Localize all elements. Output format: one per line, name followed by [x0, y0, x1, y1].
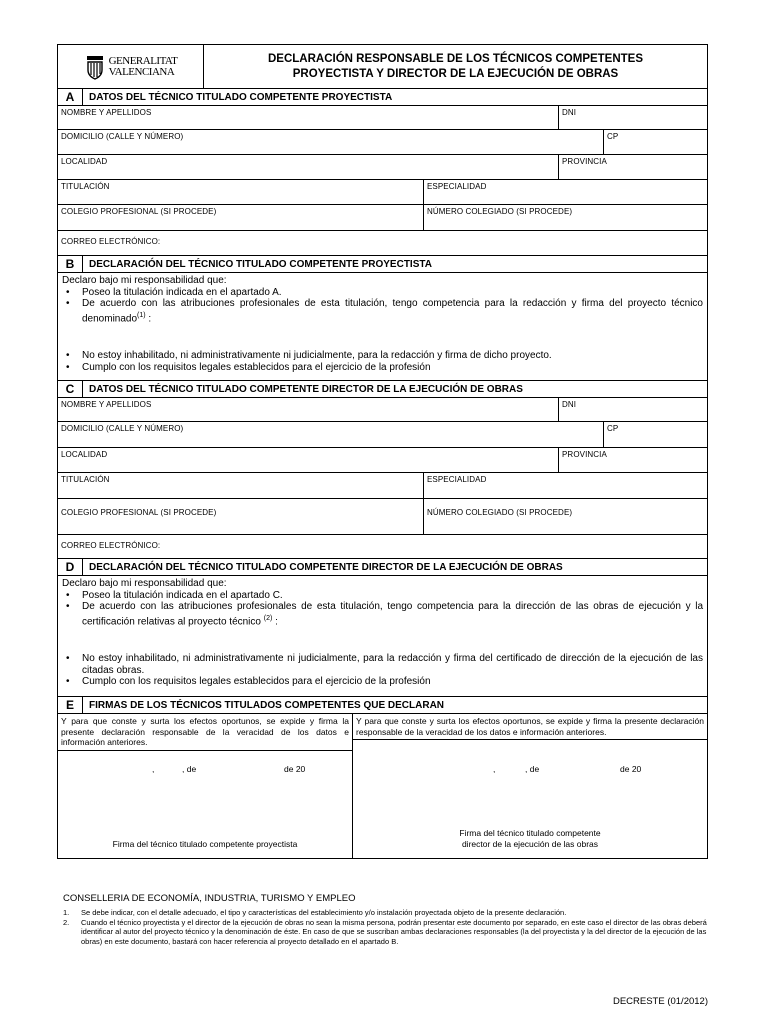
declaration-item-end: : — [272, 615, 278, 627]
date-year: de 20 — [620, 764, 642, 774]
date-comma: , — [152, 764, 155, 774]
declaration-item-end: : — [145, 312, 152, 324]
field-label: ESPECIALIDAD — [427, 475, 487, 484]
colegio-field[interactable] — [58, 499, 423, 534]
field-label: PROVINCIA — [562, 450, 607, 459]
correo-field[interactable] — [58, 535, 707, 558]
localidad-field[interactable] — [58, 155, 558, 179]
declaration-item: • No estoy inhabilitado, ni administrativamente ni judicialmente, para la redacción y firma de dicho proyecto. — [76, 350, 703, 362]
row-correo — [58, 535, 707, 559]
declaration-item-text: De acuerdo con las atribuciones profesionales de esta titulación, tengo competencia para la dirección de las obras de ejecución y la certificación relativas al proyecto técnico — [82, 601, 703, 627]
section-b-header — [58, 256, 707, 273]
title-line-1: DECLARACIÓN RESPONSABLE DE LOS TÉCNICOS COMPETENTES — [267, 52, 644, 65]
date-de: , de — [525, 764, 540, 774]
footnote-number: 2. — [63, 917, 70, 927]
section-title: DECLARACIÓN DEL TÉCNICO TITULADO COMPETENTE DIRECTOR DE LA EJECUCIÓN DE OBRAS — [82, 559, 707, 575]
signature-statement: Y para que conste y surta los efectos oportunos, se expide y firma la presente declaración responsable de la veracidad de los datos e información anteriores. — [58, 714, 352, 751]
cp-field[interactable] — [603, 130, 707, 154]
section-letter: C — [65, 382, 75, 396]
footnote-number: 1. — [63, 908, 70, 917]
declaration-item: • No estoy inhabilitado, ni administrativamente ni judicialmente, para la redacción y firma del certificado de dirección de la ejecución de las citadas obras. — [76, 653, 703, 676]
section-title: DATOS DEL TÉCNICO TITULADO COMPETENTE PROYECTISTA — [82, 89, 707, 105]
footnote-ref: (2) — [263, 614, 273, 622]
field-label: DNI — [562, 108, 577, 117]
form-title — [203, 45, 707, 88]
section-letter: B — [65, 257, 75, 271]
field-label: NOMBRE Y APELLIDOS — [61, 400, 152, 409]
field-label: NÚMERO COLEGIADO (SI PROCEDE) — [427, 508, 573, 517]
field-label: ESPECIALIDAD — [427, 182, 487, 191]
field-label: DNI — [562, 400, 577, 409]
row-titulacion-especialidad — [58, 180, 707, 205]
provincia-field[interactable] — [558, 448, 707, 472]
declaration-list — [62, 350, 703, 373]
section-title: DATOS DEL TÉCNICO TITULADO COMPETENTE DIRECTOR DE LA EJECUCIÓN DE OBRAS — [82, 381, 707, 397]
correo-field[interactable] — [58, 231, 707, 255]
field-label: LOCALIDAD — [61, 157, 108, 166]
row-colegio-numero — [58, 499, 707, 535]
field-label: TITULACIÓN — [61, 182, 110, 191]
especialidad-field[interactable] — [423, 473, 707, 498]
row-nombre-dni — [58, 398, 707, 422]
form-header — [58, 45, 707, 89]
field-label: COLEGIO PROFESIONAL (SI PROCEDE) — [61, 508, 217, 517]
section-title: DECLARACIÓN DEL TÉCNICO TITULADO COMPETENTE PROYECTISTA — [82, 256, 707, 272]
conselleria-name: CONSELLERIA DE ECONOMÍA, INDUSTRIA, TURISMO Y EMPLEO — [63, 893, 356, 904]
field-label: CORREO ELECTRÓNICO: — [61, 541, 161, 550]
section-c-header — [58, 381, 707, 398]
cp-field[interactable] — [603, 422, 707, 447]
declaration-text — [58, 273, 707, 380]
field-label: NOMBRE Y APELLIDOS — [61, 108, 152, 117]
numero-colegiado-field[interactable] — [423, 499, 707, 534]
declaration-form — [57, 44, 708, 859]
nombre-field[interactable] — [58, 398, 558, 421]
date-de: , de — [182, 764, 197, 774]
section-letter: E — [65, 698, 74, 712]
section-d-header — [58, 559, 707, 576]
field-label: TITULACIÓN — [61, 475, 110, 484]
footnote-1 — [63, 908, 708, 918]
field-label: CORREO ELECTRÓNICO: — [61, 237, 161, 246]
row-domicilio-cp — [58, 422, 707, 448]
section-a-header — [58, 89, 707, 106]
field-label: DOMICILIO (CALLE Y NÚMERO) — [61, 424, 184, 433]
row-localidad-provincia — [58, 448, 707, 473]
declaration-list — [62, 590, 703, 628]
signature-caption-line: Firma del técnico titulado competente — [459, 828, 601, 838]
dni-field[interactable] — [558, 106, 707, 129]
field-label: PROVINCIA — [562, 157, 607, 166]
generalitat-logo — [58, 45, 203, 88]
section-d-declaration — [58, 576, 707, 697]
declaration-item: • Cumplo con los requisitos legales establecidos para el ejercicio de la profesión — [76, 362, 703, 374]
declaration-list — [62, 287, 703, 325]
section-b-declaration — [58, 273, 707, 381]
field-label: CP — [607, 132, 619, 141]
signature-caption: Firma del técnico titulado competente proyectista — [112, 839, 298, 849]
localidad-field[interactable] — [58, 448, 558, 472]
logo-line-1: GENERALITAT — [108, 54, 178, 67]
signature-caption-line: director de la ejecución de las obras — [461, 839, 599, 849]
field-label: NÚMERO COLEGIADO (SI PROCEDE) — [427, 207, 573, 216]
signatures-row — [58, 714, 707, 858]
row-colegio-numero — [58, 205, 707, 231]
date-year: de 20 — [284, 764, 306, 774]
section-letter: D — [65, 560, 75, 574]
field-label: DOMICILIO (CALLE Y NÚMERO) — [61, 132, 184, 141]
footnotes — [63, 908, 708, 946]
signature-area-director[interactable] — [357, 778, 703, 828]
signature-caption — [353, 828, 707, 850]
especialidad-field[interactable] — [423, 180, 707, 204]
proyecto-denominado-input[interactable] — [62, 324, 703, 350]
footnote-text: Se debe indicar, con el detalle adecuado, el tipo y características del establecimiento y/o instalación proyectada objeto de la presente declaración. — [81, 908, 567, 917]
domicilio-field[interactable] — [58, 130, 603, 154]
document-code: DECRESTE (01/2012) — [612, 996, 708, 1007]
field-label: COLEGIO PROFESIONAL (SI PROCEDE) — [61, 207, 217, 216]
declaration-item: • Cumplo con los requisitos legales establecidos para el ejercicio de la profesión — [76, 676, 703, 688]
coat-of-arms-icon — [84, 54, 106, 80]
declaration-item: • Poseo la titulación indicada en el apartado C. — [76, 590, 703, 602]
declaration-list — [62, 653, 703, 688]
title-line-2: PROYECTISTA Y DIRECTOR DE LA EJECUCIÓN DE OBRAS — [292, 67, 619, 80]
declaration-item: • Poseo la titulación indicada en el apartado A. — [76, 287, 703, 299]
proyecto-tecnico-input[interactable] — [62, 627, 703, 653]
section-title: FIRMAS DE LOS TÉCNICOS TITULADOS COMPETENTES QUE DECLARAN — [82, 697, 707, 713]
signature-left — [58, 714, 352, 858]
row-nombre-dni — [58, 106, 707, 130]
declaration-item — [76, 298, 703, 324]
section-e-header — [58, 697, 707, 714]
declaration-item — [76, 601, 703, 627]
signature-area-proyectista[interactable] — [62, 778, 348, 834]
row-titulacion-especialidad — [58, 473, 707, 499]
signature-right — [352, 714, 707, 858]
titulacion-field[interactable] — [58, 473, 423, 498]
declaration-intro: Declaro bajo mi responsabilidad que: — [62, 578, 227, 589]
row-localidad-provincia — [58, 155, 707, 180]
field-label: LOCALIDAD — [61, 450, 108, 459]
footnote-ref: (1) — [137, 311, 146, 319]
signature-statement: Y para que conste y surta los efectos oportunos, se expide y firma la presente declaración responsable de la veracidad de los datos e información anteriores. — [353, 714, 707, 740]
dni-field[interactable] — [558, 398, 707, 421]
footnote-text: Cuando el técnico proyectista y el director de la ejecución de obras no sean la misma persona, podrán presentar este documento por separado, en este caso el director de las obras deberá identificar al autor del proyecto técnico y la denominación de éste. En caso de que se suscriban ambas declaraciones responsables (la del proyectista y la del director de la ejecución de las obras) en este documento, bastará con hacer referencia al proyecto detallado en el apartado B. — [81, 917, 707, 946]
row-domicilio-cp — [58, 130, 707, 155]
colegio-field[interactable] — [58, 205, 423, 230]
date-comma: , — [493, 764, 496, 774]
logo-text — [109, 56, 178, 78]
titulacion-field[interactable] — [58, 180, 423, 204]
declaration-intro: Declaro bajo mi responsabilidad que: — [62, 275, 227, 286]
row-correo — [58, 231, 707, 256]
declaration-item-text: De acuerdo con las atribuciones profesionales de esta titulación, tengo competencia para la redacción y firma del proyecto técnico denominado — [82, 298, 703, 324]
domicilio-field[interactable] — [58, 422, 603, 447]
nombre-field[interactable] — [58, 106, 558, 129]
provincia-field[interactable] — [558, 155, 707, 179]
section-letter: A — [65, 90, 75, 104]
logo-line-2: VALENCIANA — [108, 65, 175, 78]
declaration-text — [58, 576, 707, 696]
numero-colegiado-field[interactable] — [423, 205, 707, 230]
footnote-2 — [63, 918, 708, 947]
field-label: CP — [607, 424, 619, 433]
